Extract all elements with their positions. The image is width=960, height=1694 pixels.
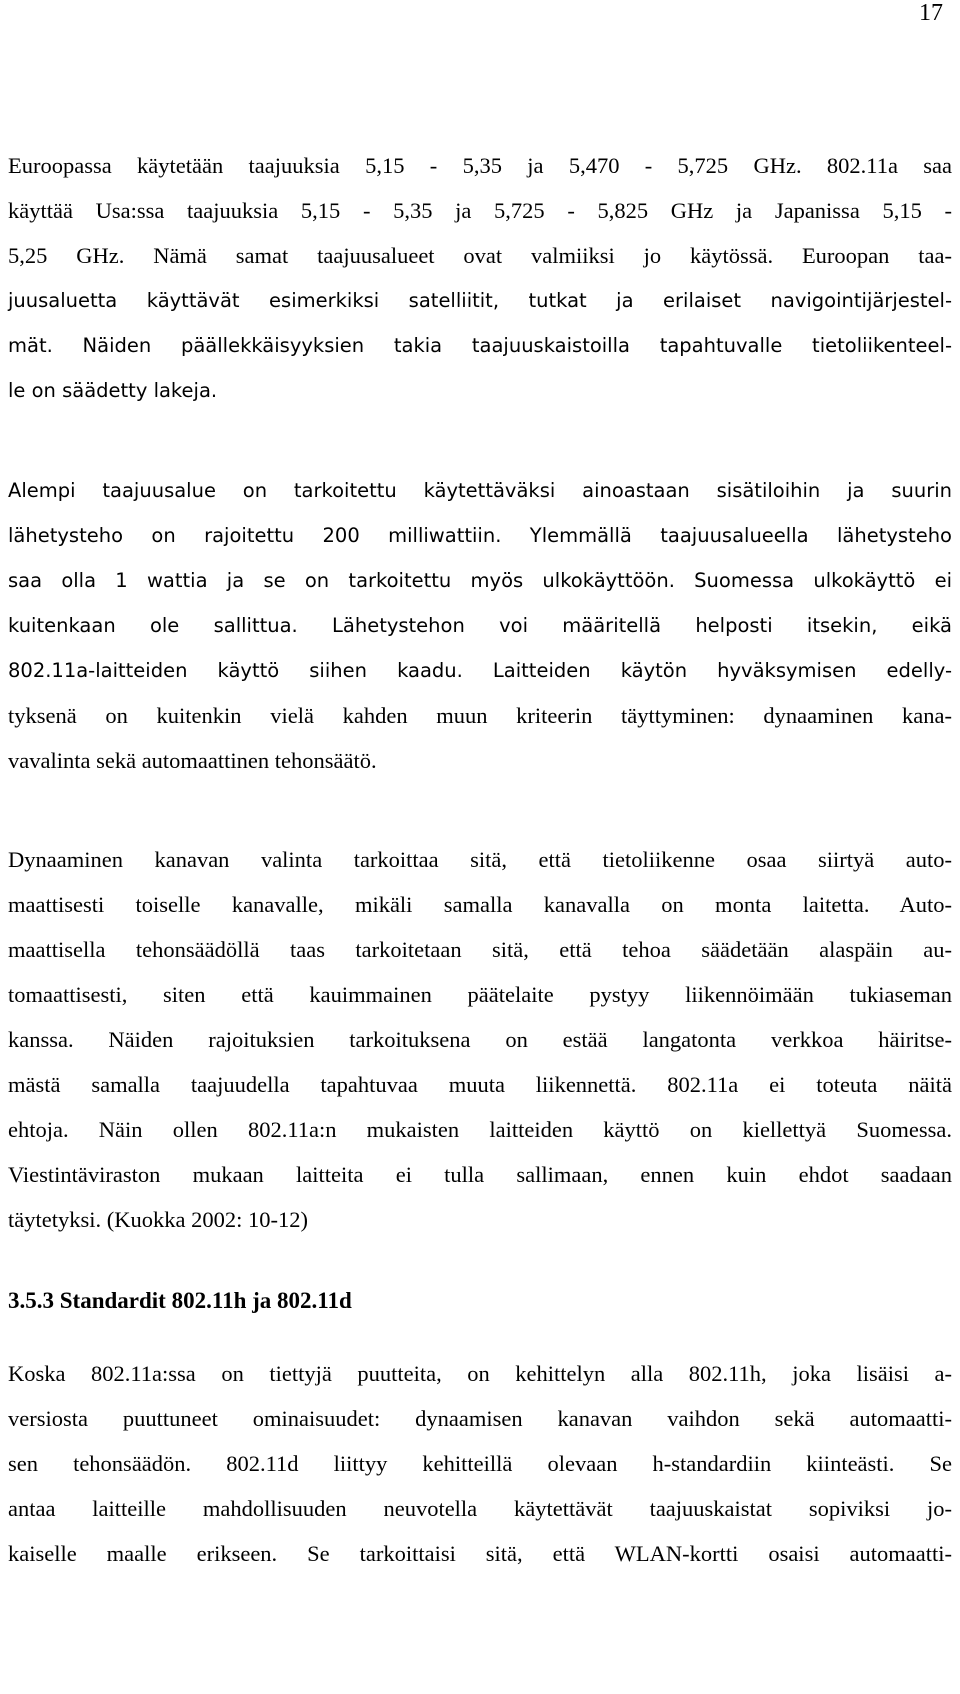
text-line: 802.11a-laitteiden käyttö siihen kaadu. Laitteiden käytön hyväksymisen edelly-	[8, 659, 952, 682]
text-line: kanssa. Näiden rajoituksien tarkoituksena on estää langatonta verkkoa häiritse-	[8, 1027, 952, 1052]
text-line: le on säädetty lakeja.	[8, 379, 218, 402]
text-line: mästä samalla taajuudella tapahtuvaa muuta liikennettä. 802.11a ei toteuta näitä	[8, 1072, 952, 1097]
page-number: 17	[919, 0, 943, 26]
text-line: kaiselle maalle erikseen. Se tarkoittaisi sitä, että WLAN-kortti osaisi automaatti-	[8, 1541, 952, 1566]
text-line: lähetysteho on rajoitettu 200 milliwattiin. Ylemmällä taajuusalueella lähetysteho	[8, 524, 952, 547]
text-line: sen tehonsäädön. 802.11d liittyy kehitteillä olevaan h-standardiin kiinteästi. Se	[8, 1451, 952, 1476]
text-line: ehtoja. Näin ollen 802.11a:n mukaisten laitteiden käyttö on kiellettyä Suomessa.	[8, 1117, 952, 1142]
text-line: 5,25 GHz. Nämä samat taajuusalueet ovat valmiiksi jo käytössä. Euroopan taa-	[8, 243, 952, 268]
text-line: vavalinta sekä automaattinen tehonsäätö.	[8, 748, 377, 773]
text-line: juusaluetta käyttävät esimerkiksi satelliitit, tutkat ja erilaiset navigointijärjestel-	[8, 289, 952, 312]
text-line: käyttää Usa:ssa taajuuksia 5,15 - 5,35 ja 5,725 - 5,825 GHz ja Japanissa 5,15 -	[8, 198, 952, 223]
text-line: Koska 802.11a:ssa on tiettyjä puutteita, on kehittelyn alla 802.11h, joka lisäisi a-	[8, 1361, 952, 1386]
text-line: Alempi taajuusalue on tarkoitettu käytettäväksi ainoastaan sisätiloihin ja suurin	[8, 479, 952, 502]
text-line: maattisesti toiselle kanavalle, mikäli samalla kanavalla on monta laitetta. Auto-	[8, 892, 952, 917]
text-line: antaa laitteille mahdollisuuden neuvotella käytettävät taajuuskaistat sopiviksi jo-	[8, 1496, 952, 1521]
section-heading: 3.5.3 Standardit 802.11h ja 802.11d	[8, 1288, 352, 1313]
text-line: Dynaaminen kanavan valinta tarkoittaa sitä, että tietoliikenne osaa siirtyä auto-	[8, 847, 952, 872]
text-line: maattisella tehonsäädöllä taas tarkoitetaan sitä, että tehoa säädetään alaspäin au-	[8, 937, 952, 962]
text-line: kuitenkaan ole sallittua. Lähetystehon voi määritellä helposti itsekin, eikä	[8, 614, 952, 637]
text-line: saa olla 1 wattia ja se on tarkoitettu myös ulkokäyttöön. Suomessa ulkokäyttö ei	[8, 569, 952, 592]
text-line: Viestintäviraston mukaan laitteita ei tulla sallimaan, ennen kuin ehdot saadaan	[8, 1162, 952, 1187]
text-line: tyksenä on kuitenkin vielä kahden muun kriteerin täyttyminen: dynaaminen kana-	[8, 703, 952, 728]
text-line: mät. Näiden päällekkäisyyksien takia taajuuskaistoilla tapahtuvalle tietoliikenteel-	[8, 334, 952, 357]
text-line: versiosta puuttuneet ominaisuudet: dynaamisen kanavan vaihdon sekä automaatti-	[8, 1406, 952, 1431]
text-line: Euroopassa käytetään taajuuksia 5,15 - 5,35 ja 5,470 - 5,725 GHz. 802.11a saa	[8, 153, 952, 178]
text-line: täytetyksi. (Kuokka 2002: 10-12)	[8, 1207, 308, 1232]
text-line: tomaattisesti, siten että kauimmainen päätelaite pystyy liikennöimään tukiaseman	[8, 982, 952, 1007]
